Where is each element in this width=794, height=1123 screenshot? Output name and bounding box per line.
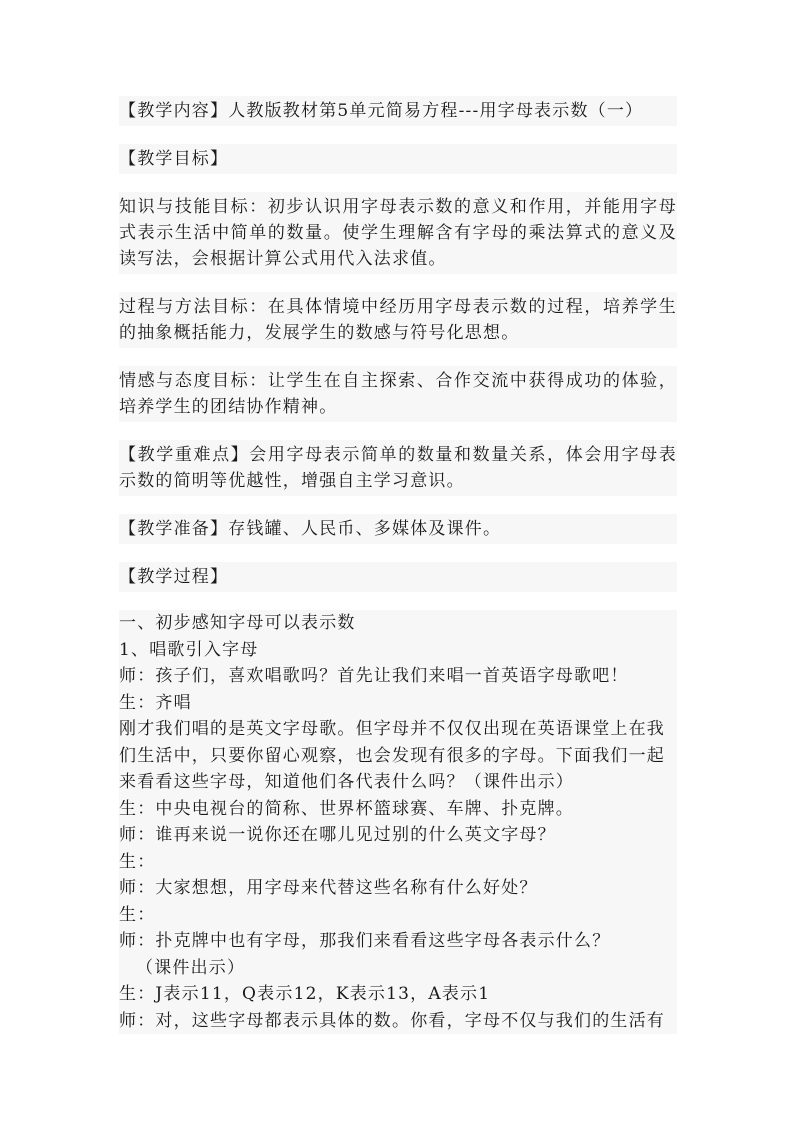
text-line: 师：谁再来说一说你还在哪儿见过别的什么英文字母？ <box>119 825 556 845</box>
text-line: 们生活中，只要你留心观察，也会发现有很多的字母。下面我们一起 <box>119 745 665 766</box>
teaching-content: 【教学内容】人教版教材第5单元简易方程---用字母表示数（一） <box>119 96 677 126</box>
text-line: （课件出示） <box>136 957 246 978</box>
document-body <box>119 96 677 1034</box>
text-line: 生：中央电视台的简称、世界杯篮球赛、车牌、扑克牌。 <box>119 798 574 819</box>
text-line: 师：扑克牌中也有字母，那我们来看看这些字母各表示什么？ <box>119 931 611 951</box>
key-difficulties: 【教学重难点】会用字母表示简单的数量和数量关系，体会用字母表示数的简明等优越性，增强自主学习意识。 <box>119 440 677 496</box>
text-line: 生： <box>119 904 156 925</box>
teaching-goals-heading: 【教学目标】 <box>119 144 677 174</box>
emotion-attitude-goal: 情感与态度目标：让学生在自主探索、合作交流中获得成功的体验，培养学生的团结协作精神。 <box>119 366 677 422</box>
knowledge-skill-goal: 知识与技能目标：初步认识用字母表示数的意义和作用，并能用字母式表示生活中简单的数量。使学生理解含有字母的乘法算式的意义及读写法，会根据计算公式用代入法求值。 <box>119 192 677 274</box>
teaching-preparation: 【教学准备】存钱罐、人民币、多媒体及课件。 <box>119 514 677 544</box>
text-line: 生：J表示11，Q表示12，K表示13，A表示1 <box>119 984 491 1004</box>
text-line: 生： <box>119 851 156 872</box>
text-line: 师：对，这些字母都表示具体的数。你看，字母不仅与我们的生活有 <box>119 1010 665 1031</box>
text-line: 刚才我们唱的是英文字母歌。但字母并不仅仅出现在英语课堂上在我 <box>119 719 665 739</box>
text-line: 生：齐唱 <box>119 692 192 713</box>
text-line: 1、唱歌引入字母 <box>119 639 259 660</box>
text-line: 师：大家想想，用字母来代替这些名称有什么好处？ <box>119 878 538 898</box>
process-lines <box>119 610 677 1034</box>
text-line: 一、初步感知字母可以表示数 <box>119 613 356 633</box>
text-line: 师：孩子们，喜欢唱歌吗？首先让我们来唱一首英语字母歌吧！ <box>119 666 629 686</box>
process-method-goal: 过程与方法目标：在具体情境中经历用字母表示数的过程，培养学生的抽象概括能力，发展学生的数感与符号化思想。 <box>119 292 677 348</box>
text-line: 来看看这些字母，知道他们各代表什么吗？（课件出示） <box>119 772 574 792</box>
teaching-process-heading: 【教学过程】 <box>119 562 677 592</box>
